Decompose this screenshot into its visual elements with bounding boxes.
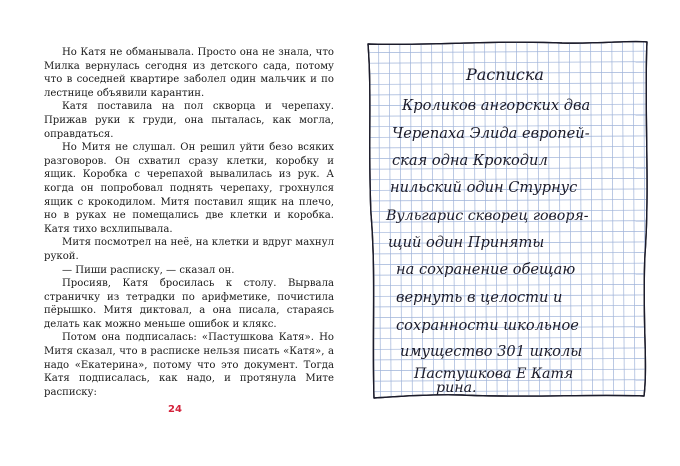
- paragraph: — Пиши расписку, — сказал он.: [62, 264, 235, 276]
- note-line: щий один Приняты: [388, 234, 545, 251]
- paragraph: Просияв, Катя бросилась к столу. Вырвала страничку из тетрадки по арифметике, почистила пёрышко. Митя диктовал, а она писала, стараясь делать как можно меньше ошибок и клякс.: [44, 278, 334, 330]
- note-line: Черепаха Элида европей-: [392, 125, 590, 142]
- left-text-page: [44, 46, 334, 399]
- receipt-note: [362, 34, 652, 414]
- note-line: нильский один Стурнус: [390, 179, 578, 196]
- page-number: 24: [168, 404, 182, 415]
- receipt-illustration: [362, 34, 652, 414]
- note-title: Расписка: [466, 65, 544, 84]
- note-line: вернуть в целости и: [396, 289, 563, 306]
- note-line: на сохранение обещаю: [396, 261, 576, 278]
- note-line: Вульгарис скворец говоря-: [386, 208, 589, 224]
- note-line: ская одна Крокодил: [392, 152, 548, 169]
- paragraph: Катя поставила на пол скворца и черепаху. Прижав руки к груди, она пыталась, как могла, оправдаться.: [44, 101, 334, 140]
- grid-line: [362, 401, 652, 403]
- note-signature: Пастушкова Е Катя: [414, 366, 574, 382]
- grid-line: [362, 412, 652, 414]
- note-line: имущество 301 школы: [400, 343, 583, 360]
- note-line: Кроликов ангорских два: [402, 97, 591, 114]
- paragraph: Потом она подписалась: «Пастушкова Катя». Но Митя сказал, что в расписке нельзя писать «Катя», а надо «Екатерина», потому что это документ. Тогда Катя подписалась, как надо, и протянула Мите расписку:: [44, 332, 334, 398]
- paragraph: Митя посмотрел на неё, на клетки и вдруг махнул рукой.: [44, 237, 334, 262]
- paragraph: Но Митя не слушал. Он решил уйти безо всяких разговоров. Он схватил сразу клетки, коробку и ящик. Коробка с черепахой вывалилась из рук. А когда он попробовал поднять черепаху, грохнулся ящик с крокодилом. Митя поставил ящик на плечо, но в руках не помещались две клетки и коробка. Катя тихо всхлипывала.: [44, 142, 334, 235]
- note-line: сохранности школьное: [396, 317, 579, 334]
- note-signature-end: рина.: [436, 380, 477, 396]
- paragraph: Но Катя не обманывала. Просто она не знала, что Милка вернулась сегодня из детского сада, потому что в соседней квартире заболел один мальчик и по лестнице объявили карантин.: [44, 47, 334, 99]
